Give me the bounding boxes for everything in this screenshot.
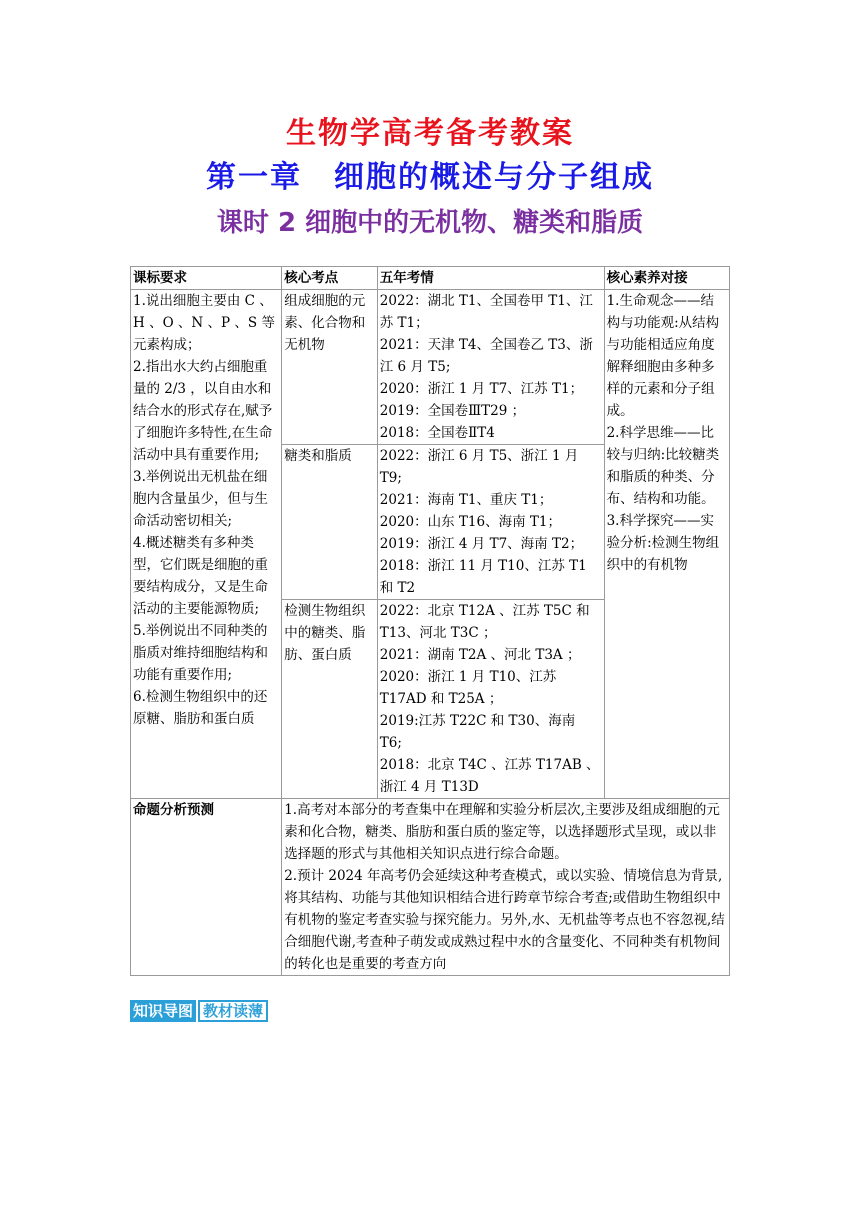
exam-item: 2018：全国卷ⅡT4 — [379, 425, 495, 441]
chapter-title: 第一章 细胞的概述与分子组成 — [206, 160, 654, 195]
exam-item: 2022：浙江 6 月 T5、浙江 1 月 T9; — [379, 448, 579, 486]
exam-item: 2022：北京 T12A 、江苏 T5C 和 T13、河北 T3C ； — [379, 603, 590, 641]
requirement-item: 5.举例说出不同种类的脂质对维持细胞结构和功能有重要作用; — [133, 623, 268, 683]
exam-cell — [377, 445, 604, 600]
literacy-cell — [604, 290, 729, 799]
table-row — [131, 290, 730, 445]
exam-item: 2018：浙江 11 月 T10、江苏 T1 和 T2 — [379, 558, 587, 596]
section-banner — [130, 1000, 268, 1022]
forecast-item: 1.高考对本部分的考查集中在理解和实验分析层次,主要涉及组成细胞的元素和化合物，糖类、脂肪和蛋白质的鉴定等，以选择题形式呈现，或以非选择题的形式与其他相关知识点进行综合命题。 — [284, 802, 720, 862]
exam-item: 2019:江苏 T22C 和 T30、海南 T6; — [379, 713, 576, 751]
exam-item: 2021：天津 T4、全国卷乙 T3、浙江 6 月 T5; — [379, 337, 593, 375]
header-literacy: 核心素养对接 — [604, 267, 729, 290]
forecast-cell — [282, 799, 730, 976]
exam-item: 2018：北京 T4C 、江苏 T17AB 、浙江 4 月 T13D — [379, 757, 600, 795]
exam-item: 2021：湖南 T2A 、河北 T3A ； — [379, 647, 581, 663]
requirement-item: 2.指出水大约占细胞重量的 2/3 ，以自由水和结合水的形式存在,赋予了细胞许多特性,在生命活动中具有重要作用; — [133, 359, 273, 463]
knowledge-map-tag: 知识导图 — [130, 1000, 196, 1022]
exam-item: 2019：全国卷ⅢT29 ； — [379, 403, 526, 419]
header-topics: 核心考点 — [282, 267, 378, 290]
lesson-title: 课时 2 细胞中的无机物、糖类和脂质 — [216, 208, 644, 238]
textbook-tag: 教材读薄 — [198, 1000, 268, 1022]
requirement-item: 4.概述糖类有多种类型，它们既是细胞的重要结构成分，又是生命活动的主要能源物质; — [133, 535, 268, 617]
exam-item: 2020：浙江 1 月 T7、江苏 T1； — [379, 381, 584, 397]
topic-cell: 检测生物组织中的糖类、脂肪、蛋白质 — [282, 600, 378, 799]
literacy-item: 1.生命观念——结构与功能观:从结构与功能相适应角度解释细胞由多种多样的元素和分子组成。 — [606, 293, 720, 419]
exam-item: 2020：浙江 1 月 T10、江苏 T17AD 和 T25A ； — [379, 669, 557, 707]
topic-cell: 组成细胞的元素、化合物和无机物 — [282, 290, 378, 445]
exam-item: 2021：海南 T1、重庆 T1； — [379, 492, 553, 508]
forecast-label: 命题分析预测 — [131, 799, 282, 976]
main-title: 生物学高考备考教案 — [286, 116, 574, 151]
requirements-cell — [131, 290, 282, 799]
requirement-item: 6.检测生物组织中的还原糖、脂肪和蛋白质 — [133, 689, 268, 727]
topic-cell: 糖类和脂质 — [282, 445, 378, 600]
header-exams: 五年考情 — [377, 267, 604, 290]
requirement-item: 3.举例说出无机盐在细胞内含量虽少，但与生命活动密切相关; — [133, 469, 268, 529]
table-header-row — [131, 267, 730, 290]
forecast-item: 2.预计 2024 年高考仍会延续这种考查模式，或以实验、情境信息为背景,将其结构、功能与其他知识相结合进行跨章节综合考查;或借助生物组织中有机物的鉴定考查实验与探究能力。另外,水、无机盐等考点也不容忽视,结合细胞代谢,考查种子萌发或成熟过程中水的含量变化、不同种类有机物间的转化也是重要的考查方向 — [284, 868, 725, 972]
exam-item: 2020：山东 T16、海南 T1； — [379, 514, 561, 530]
header-requirements: 课标要求 — [131, 267, 282, 290]
exam-cell — [377, 600, 604, 799]
literacy-item: 3.科学探究——实验分析:检测生物组织中的有机物 — [606, 513, 720, 573]
requirement-item: 1.说出细胞主要由 C 、H 、O 、N 、P 、S 等元素构成； — [133, 293, 275, 353]
exam-item: 2022：湖北 T1、全国卷甲 T1、江苏 T1； — [379, 293, 593, 331]
table-row — [131, 799, 730, 976]
exam-cell — [377, 290, 604, 445]
literacy-item: 2.科学思维——比较与归纳:比较糖类和脂质的种类、分布、结构和功能。 — [606, 425, 720, 507]
overview-table — [130, 266, 730, 976]
exam-item: 2019：浙江 4 月 T7、海南 T2； — [379, 536, 584, 552]
